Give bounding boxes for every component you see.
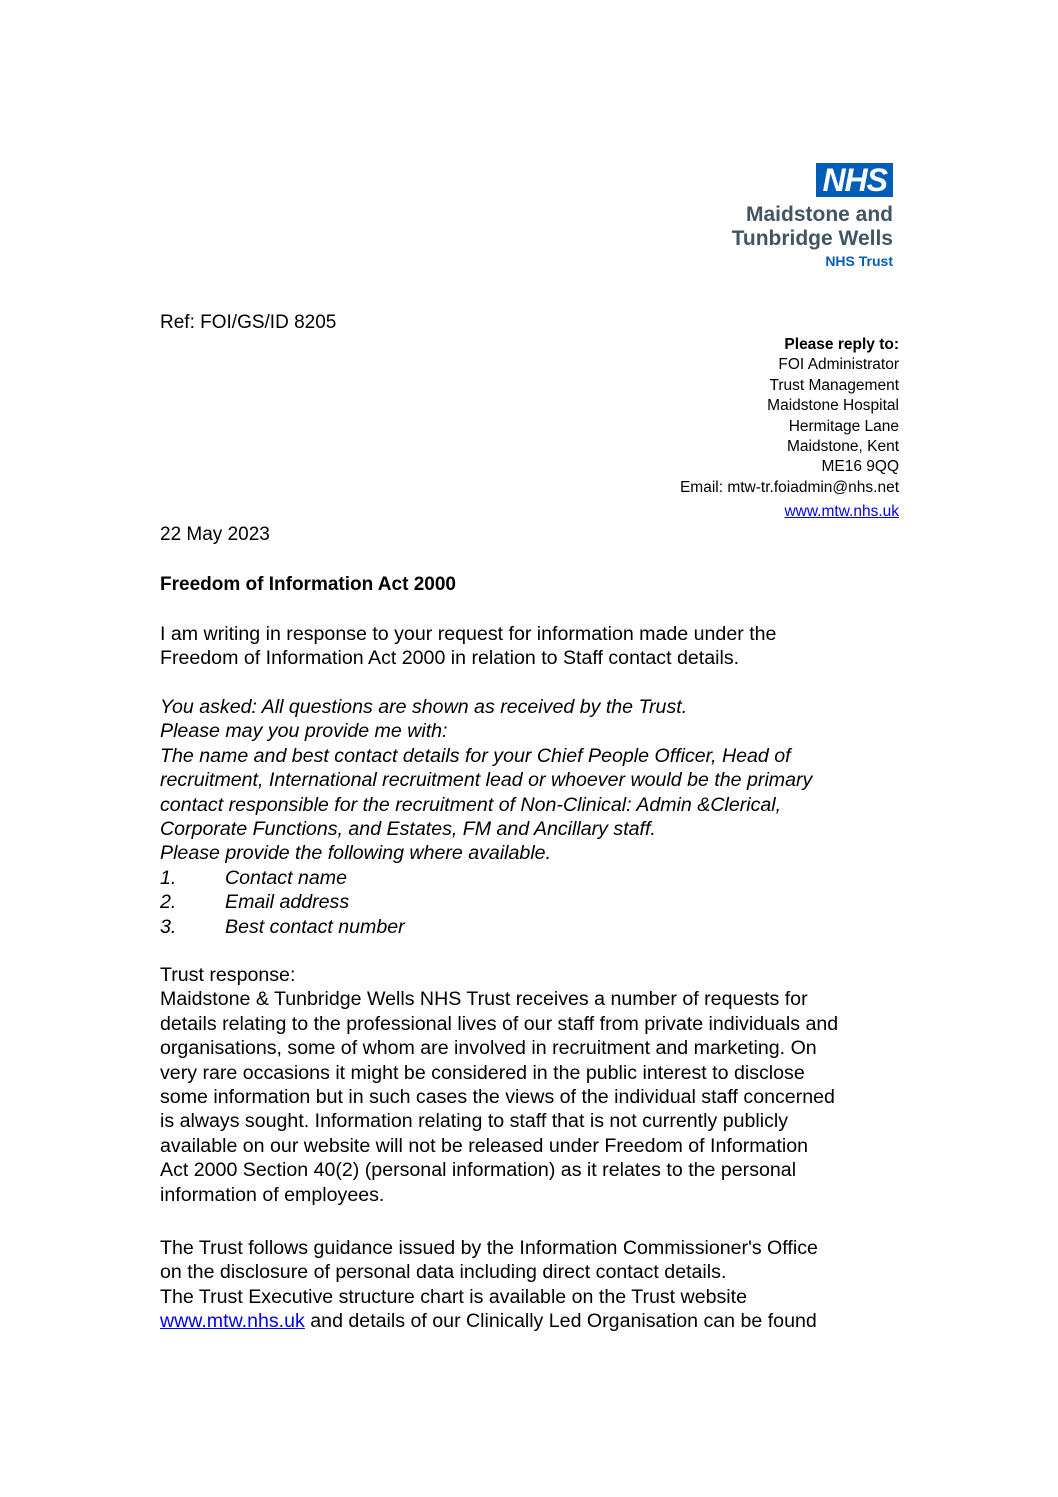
text-line — [160, 1309, 900, 1333]
letter-date: 22 May 2023 — [160, 524, 270, 545]
list-item — [160, 866, 900, 890]
text-line: information of employees. — [160, 1183, 385, 1206]
response-paragraph — [160, 963, 900, 1207]
text-line: Act 2000 Section 40(2) (personal information) as it relates to the personal — [160, 1159, 797, 1182]
text-line: organisations, some of whom are involved in recruitment and marketing. On — [160, 1037, 817, 1060]
reply-address — [680, 335, 899, 523]
reply-heading: Please reply to: — [784, 336, 899, 353]
list-text: Contact name — [225, 866, 347, 889]
letter-title: Freedom of Information Act 2000 — [160, 574, 456, 595]
text-line: Corporate Functions, and Estates, FM and Ancillary staff. — [160, 818, 656, 841]
text-line: You asked: All questions are shown as received by the Trust. — [160, 696, 688, 718]
request-paragraph — [160, 695, 900, 939]
text-line: The Trust follows guidance issued by the Information Commissioner's Office — [160, 1237, 818, 1259]
text-line: available on our website will not be released under Freedom of Information — [160, 1134, 809, 1157]
nhs-badge: NHS — [816, 163, 893, 197]
reply-line: Maidstone, Kent — [786, 438, 899, 456]
text-line: very rare occasions it might be considered in the public interest to disclose — [160, 1061, 805, 1084]
text-line: on the disclosure of personal data including direct contact details. — [160, 1261, 727, 1284]
text-line: The name and best contact details for your Chief People Officer, Head of — [160, 744, 791, 767]
structure-paragraph — [160, 1285, 900, 1334]
reply-line: Trust Management — [769, 376, 899, 394]
text-line: is always sought. Information relating to staff that is not currently publicly — [160, 1110, 789, 1133]
text-line: Freedom of Information Act 2000 in relation to Staff contact details. — [160, 647, 740, 670]
logo-org-line2: Tunbridge Wells — [731, 227, 893, 250]
text-line: Please may you provide me with: — [160, 720, 448, 743]
list-number: 2. — [160, 891, 177, 914]
list-text: Email address — [225, 891, 350, 914]
website-link-inline[interactable]: www.mtw.nhs.uk — [160, 1310, 305, 1333]
text-span: and details of our Clinically Led Organisation can be found — [304, 1310, 817, 1333]
intro-paragraph — [160, 622, 900, 671]
ico-paragraph — [160, 1236, 900, 1285]
text-line: I am writing in response to your request for information made under the — [160, 623, 777, 645]
logo-org-line1: Maidstone and — [745, 203, 893, 226]
text-line: some information but in such cases the views of the individual staff concerned — [160, 1086, 835, 1109]
reference: Ref: FOI/GS/ID 8205 — [160, 312, 337, 333]
list-item — [160, 915, 900, 939]
nhs-logo — [732, 163, 893, 271]
text-line: contact responsible for the recruitment of Non-Clinical: Admin &Clerical, — [160, 793, 782, 816]
text-line: The Trust Executive structure chart is available on the Trust website — [160, 1286, 747, 1308]
text-line: Please provide the following where available. — [160, 842, 552, 865]
text-line: Maidstone & Tunbridge Wells NHS Trust receives a number of requests for — [160, 988, 808, 1011]
list-number: 3. — [160, 915, 177, 938]
reply-line: Maidstone Hospital — [767, 397, 899, 415]
reply-line: ME16 9QQ — [821, 458, 899, 476]
logo-trust: NHS Trust — [825, 253, 893, 269]
reply-email: Email: mtw-tr.foiadmin@nhs.net — [679, 478, 899, 496]
text-line: details relating to the professional lives of our staff from private individuals and — [160, 1012, 839, 1035]
reply-line: FOI Administrator — [778, 356, 899, 374]
list-item — [160, 890, 900, 914]
list-text: Best contact number — [225, 915, 405, 938]
text-line: recruitment, International recruitment lead or whoever would be the primary — [160, 769, 813, 792]
list-number: 1. — [160, 866, 177, 889]
website-link[interactable]: www.mtw.nhs.uk — [784, 503, 899, 521]
text-line: Trust response: — [160, 964, 296, 986]
reply-line: Hermitage Lane — [788, 417, 899, 435]
